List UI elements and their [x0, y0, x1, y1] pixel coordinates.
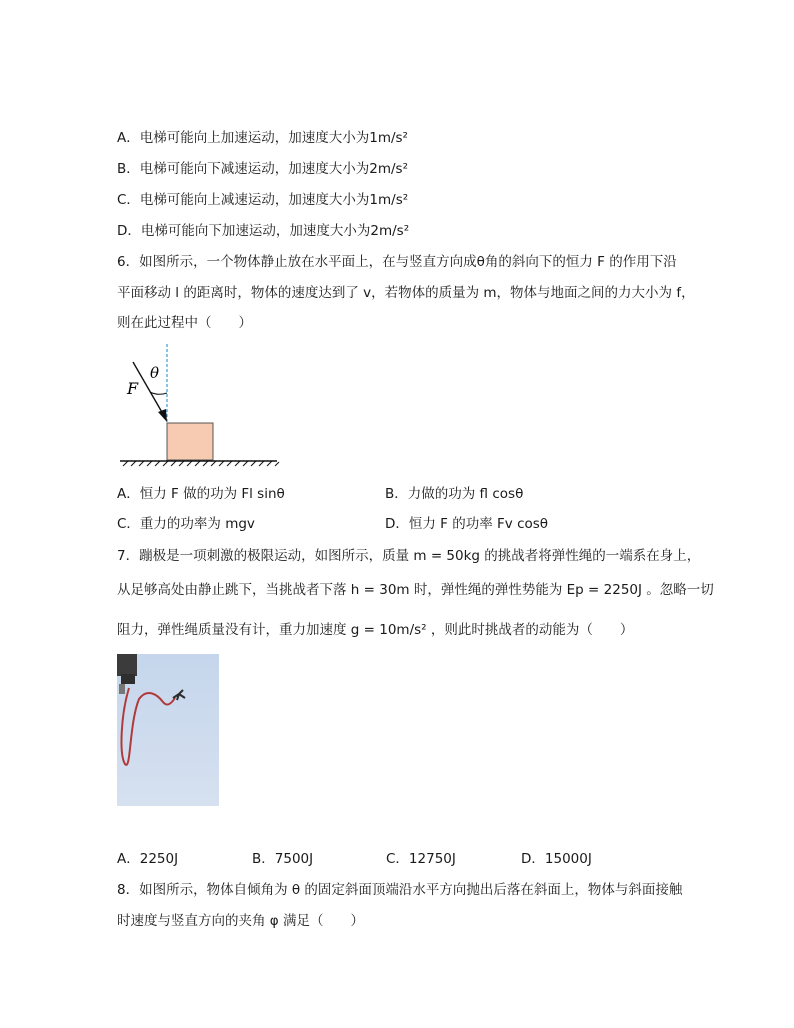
- q7-stem-line1: 7．蹦极是一项刺激的极限运动，如图所示，质量 m = 50kg 的挑战者将弹性绳的一端系在身上，: [117, 548, 701, 564]
- ground-hatching: [123, 461, 279, 466]
- q5-option-d: D．电梯可能向下加速运动，加速度大小为2m/s²: [117, 223, 410, 239]
- q6-figure: [117, 342, 282, 470]
- q7-stem-line3: 阻力，弹性绳质量没有计，重力加速度 g = 10m/s² ，则此时挑战者的动能为（ ）: [117, 622, 634, 638]
- angle-label: θ: [150, 364, 160, 382]
- q7-option-d: D．15000J: [521, 851, 592, 867]
- q6-stem-line3: 则在此过程中（ ）: [117, 315, 252, 331]
- q6-stem-line1: 6．如图所示，一个物体静止放在水平面上，在与竖直方向成θ角的斜向下的恒力 F 的作用下沿: [117, 254, 677, 270]
- q6-option-b: B．力做的功为 fl cosθ: [385, 486, 524, 502]
- force-arrow-head: [158, 409, 167, 422]
- q7-option-a: A．2250J: [117, 851, 179, 867]
- bungee-rope: [122, 688, 175, 765]
- q5-option-a: A．电梯可能向上加速运动，加速度大小为1m/s²: [117, 130, 408, 146]
- q6-stem-line2: 平面移动 l 的距离时，物体的速度达到了 v，若物体的质量为 m，物体与地面之间的力大小为 f，: [117, 285, 695, 301]
- q6-option-d: D．恒力 F 的功率 Fv cosθ: [385, 516, 549, 532]
- angle-arc: [150, 392, 167, 394]
- q8-stem-line1: 8．如图所示，物体自倾角为 θ 的固定斜面顶端沿水平方向抛出后落在斜面上，物体与斜面接触: [117, 882, 683, 898]
- platform: [117, 654, 137, 676]
- q6-option-c: C．重力的功率为 mgv: [117, 516, 255, 532]
- q7-option-c: C．12750J: [386, 851, 456, 867]
- q5-option-c: C．电梯可能向上减速运动，加速度大小为1m/s²: [117, 192, 409, 208]
- q7-stem-line2: 从足够高处由静止跳下，当挑战者下落 h = 30m 时，弹性绳的弹性势能为 Ep = 2250J 。忽略一切: [117, 582, 714, 598]
- force-label: F: [127, 379, 139, 398]
- q6-option-a: A．恒力 F 做的功为 Fl sinθ: [117, 486, 285, 502]
- q8-stem-line2: 时速度与竖直方向的夹角 φ 满足（ ）: [117, 913, 364, 929]
- bungee-photo: [117, 654, 219, 806]
- q7-option-b: B．7500J: [252, 851, 314, 867]
- q5-option-b: B．电梯可能向下减速运动，加速度大小为2m/s²: [117, 161, 408, 177]
- block: [167, 423, 213, 460]
